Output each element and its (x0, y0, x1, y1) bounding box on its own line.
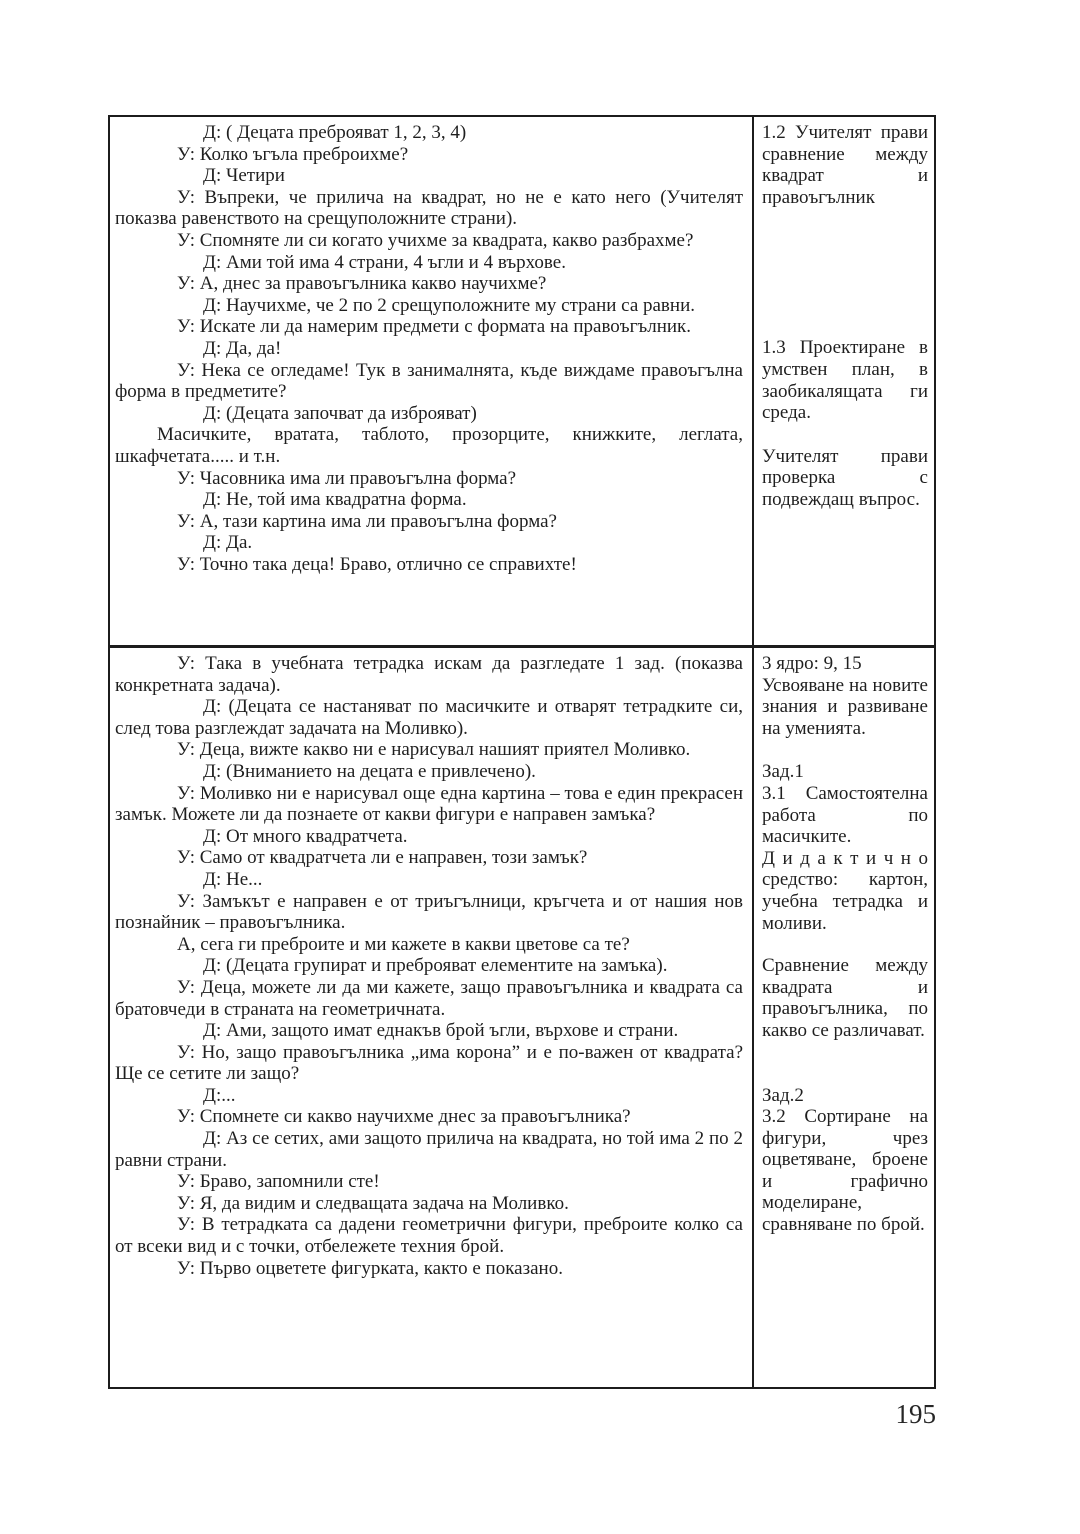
dialogue-paragraph: У: Спомнете си какво научихме днес за правоъгълника? (177, 1106, 631, 1128)
dialogue-paragraph: Д: Аз се сетих, ами защото прилича на квадрата, но той има 2 по 2 равни страни. (115, 1128, 743, 1171)
dialogue-paragraph: У: Само от квадратчета ли е направен, този замък? (177, 847, 588, 869)
dialogue-paragraph: Д: Четири (203, 165, 285, 187)
dialogue-paragraph: Масичките, вратата, таблото, прозорците, книжките, леглата, шкафчетата..... и т.н. (115, 424, 743, 467)
dialogue-paragraph: Д: ( Децата преброяват 1, 2, 3, 4) (203, 122, 467, 143)
page-number: 195 (895, 1399, 936, 1429)
table-row (110, 645, 934, 1387)
dialogue-paragraph: У: Деца, можете ли да ми кажете, защо правоъгълника и квадрата са братовчеди в страната на геометричната. (115, 976, 743, 1020)
dialogue-paragraph: А, сега ги преброите и ми кажете в какви цветове са те? (177, 933, 630, 955)
note-paragraph: Учителят прави проверка с подвеждащ въпрос. (762, 445, 928, 510)
dialogue-paragraph: У: А, днес за правоъгълника какво научихме? (177, 273, 547, 295)
dialogue-paragraph: У: Часовника има ли правоъгълна форма? (177, 467, 517, 489)
note-paragraph: Зад.1 (762, 761, 804, 783)
notes-cell (754, 117, 934, 645)
dialogue-paragraph: У: Моливко ни е нарисувал още една картина – това е един прекрасен замък. Можете ли да познаете от какви фигури е направен замъка? (115, 782, 743, 826)
dialogue-paragraph: У: Но, защо правоъгълника „има корона” и е по-важен от квадрата? Ще се сетите ли защо? (115, 1041, 743, 1085)
lesson-protocol-table (108, 115, 936, 1389)
dialogue-paragraph: У: В тетрадката са дадени геометрични фигури, преброите колко са от всеки вид и с точки, отбележете техния брой. (115, 1214, 743, 1258)
dialogue-paragraph: У: Спомняте ли си когато учихме за квадрата, какво разбрахме? (177, 229, 694, 251)
dialogue-paragraph: Д: Да. (203, 532, 253, 554)
note-paragraph: 1.2 Учителят прави сравнение между квадрат и правоъгълник (762, 122, 928, 208)
dialogue-paragraph: У: А, тази картина има ли правоъгълна форма? (177, 510, 557, 532)
dialogue-paragraph: Д: От много квадратчета. (203, 825, 408, 847)
dialogue-paragraph: У: Точно така деца! Браво, отлично се справихте! (177, 553, 577, 575)
dialogue-paragraph: У: Замъкът е направен е от триъгълници, кръгчета и от нашия нов познайник – правоъгълника. (115, 890, 743, 934)
dialogue-cell (110, 648, 754, 1387)
dialogue-paragraph: Д: (Децата започват да изброяват) (203, 402, 477, 424)
dialogue-paragraph: У: Въпреки, че прилича на квадрат, но не е като него (Учителят показва равенството на срещуположните страни). (115, 186, 743, 230)
dialogue-paragraph: У: Първо оцветете фигурката, както е показано. (177, 1257, 563, 1279)
note-paragraph: Д и д а к т и ч н о средство: картон, учебна тетрадка и моливи. (762, 847, 928, 934)
dialogue-paragraph: Д: Да, да! (203, 337, 282, 359)
dialogue-paragraph: Д:... (203, 1084, 236, 1106)
dialogue-paragraph: У: Колко ъгъла преброихме? (177, 143, 409, 165)
notes-cell (754, 648, 934, 1387)
dialogue-paragraph: У: Деца, вижте какво ни е нарисувал нашият приятел Моливко. (177, 739, 691, 761)
note-paragraph: 3.1 Самостоятелна работа по масичките. (762, 782, 928, 848)
dialogue-cell (110, 117, 754, 645)
dialogue-paragraph: У: Я, да видим и следващата задача на Моливко. (177, 1192, 569, 1214)
dialogue-paragraph: У: Искате ли да намерим предмети с формата на правоъгълник. (177, 316, 692, 338)
table-row (110, 117, 934, 645)
note-paragraph: 3.2 Сортиране на фигури, чрез оцветяване, броене и графично моделиране, сравняване по брой. (762, 1106, 928, 1236)
dialogue-paragraph: Д: Научихме, че 2 по 2 срещуположните му страни са равни. (203, 294, 695, 316)
dialogue-paragraph: Д: (Децата се настаняват по масичките и отварят тетрадките си, след това разглеждат задачата на Моливко). (115, 696, 743, 739)
dialogue-paragraph: У: Нека се огледаме! Тук в занималнята, къде виждаме правоъгълна форма в предметите? (115, 359, 743, 403)
note-paragraph: Сравнение между квадрата и правоъгълника, по какво се различават. (762, 955, 928, 1041)
dialogue-paragraph: У: Браво, запомнили сте! (177, 1171, 380, 1193)
dialogue-paragraph: Д: Не, той има квадратна форма. (203, 489, 467, 511)
dialogue-paragraph: Д: Ами той има 4 страни, 4 ъгли и 4 върхове. (203, 251, 566, 273)
dialogue-paragraph: Д: (Вниманието на децата е привлечено). (203, 760, 536, 782)
dialogue-paragraph: Д: Ами, защото имат еднакъв брой ъгли, върхове и страни. (203, 1020, 679, 1042)
note-paragraph: Усвояване на новите знания и развиване на уменията. (762, 674, 928, 739)
note-paragraph: 1.3 Проектиране в умствен план, в заобикалящата ги среда. (762, 337, 928, 424)
dialogue-paragraph: У: Така в учебната тетрадка искам да разгледате 1 зад. (показва конкретната задача). (115, 653, 743, 696)
note-paragraph: Зад.2 (762, 1084, 804, 1106)
dialogue-paragraph: Д: Не... (203, 868, 263, 890)
note-paragraph: 3 ядро: 9, 15 (762, 653, 862, 674)
dialogue-paragraph: Д: (Децата групират и преброяват елементите на замъка). (203, 955, 668, 977)
